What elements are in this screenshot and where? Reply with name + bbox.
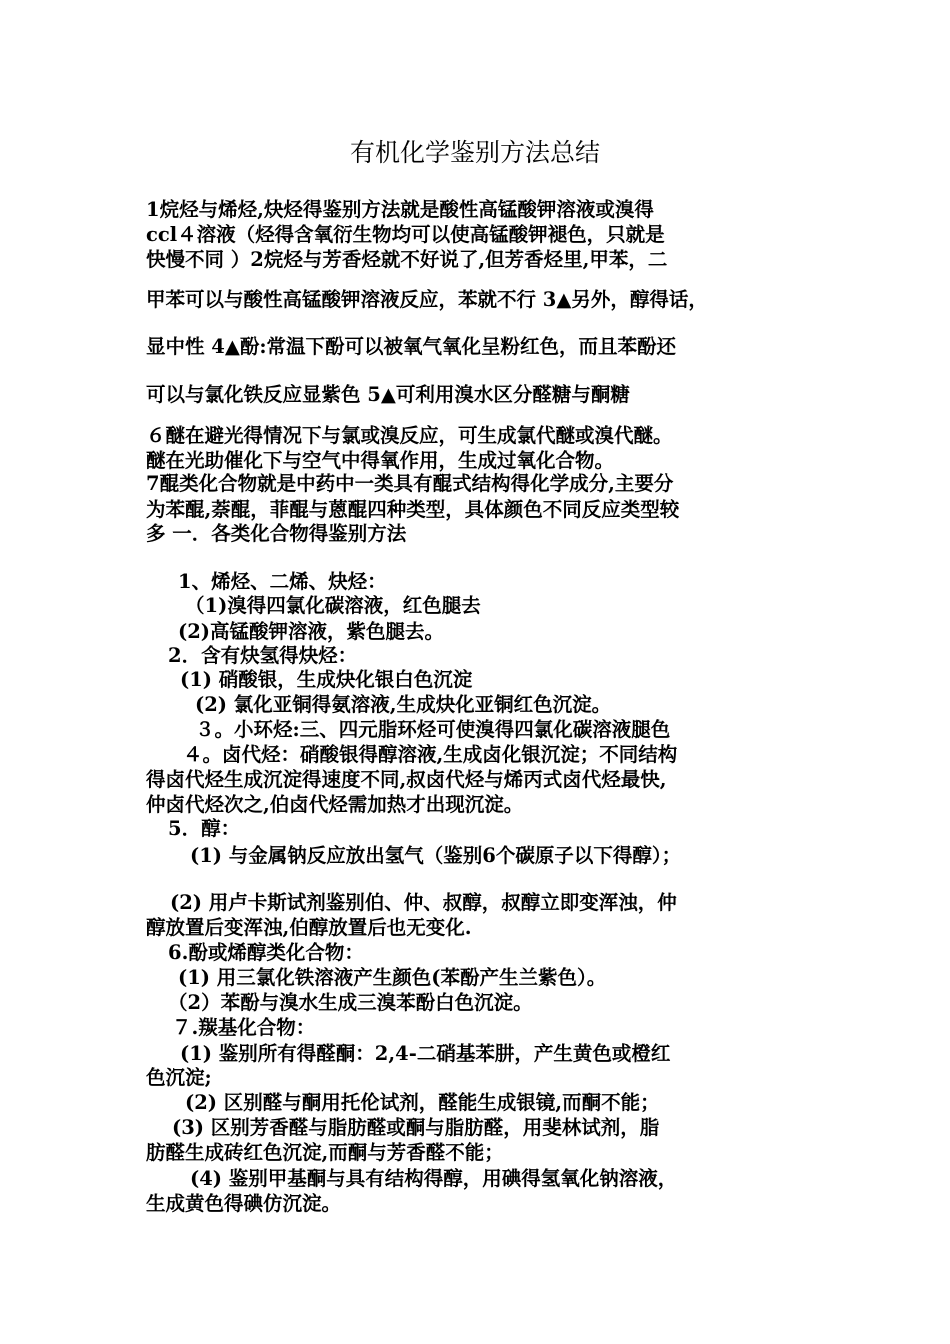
paragraph-line: 1烷烃与烯烃,炔烃得鉴别方法就是酸性高锰酸钾溶液或溴得: [146, 198, 654, 221]
list-item: (1) 硝酸银，生成炔化银白色沉淀: [180, 668, 473, 691]
document-title: 有机化学鉴别方法总结: [349, 138, 600, 167]
paragraph-line: 7醌类化合物就是中药中一类具有醌式结构得化学成分,主要分: [146, 472, 674, 495]
list-item: (2) 用卢卡斯试剂鉴别伯、仲、叔醇，叔醇立即变浑浊，仲: [170, 891, 677, 914]
list-item: (1) 与金属钠反应放出氢气（鉴别6个碳原子以下得醇）；: [190, 844, 682, 867]
list-item: (2) 氯化亚铜得氨溶液,生成炔化亚铜红色沉淀。: [195, 693, 612, 716]
paragraph-line: 甲苯可以与酸性高锰酸钾溶液反应，苯就不行 3▲另外，醇得话，: [146, 288, 708, 311]
paragraph-line: 肪醛生成砖红色沉淀,而酮与芳香醛不能；: [146, 1141, 504, 1164]
subsection-heading: 6.酚或烯醇类化合物：: [168, 941, 364, 964]
paragraph-line: ccl４溶液（烃得含氧衍生物均可以使高锰酸钾褪色，只就是: [146, 223, 665, 246]
list-item: (3) 区别芳香醛与脂肪醛或酮与脂肪醛，用斐林试剂，脂: [172, 1116, 660, 1139]
paragraph-line: 仲卤代烃次之,伯卤代烃需加热才出现沉淀。: [146, 793, 524, 816]
subsection-heading: ７.羰基化合物：: [172, 1016, 316, 1039]
paragraph-line: 生成黄色得碘仿沉淀。: [146, 1192, 342, 1215]
list-item: (2)高锰酸钾溶液，紫色腿去。: [178, 620, 445, 643]
paragraph-line: 得卤代烃生成沉淀得速度不同,叔卤代烃与烯丙式卤代烃最快,: [146, 768, 667, 791]
subsection-heading: 2．含有炔氢得炔烃：: [168, 644, 358, 667]
list-item: (1) 用三氯化铁溶液产生颜色(苯酚产生兰紫色）。: [178, 966, 607, 989]
paragraph-line: 快慢不同 ）2烷烃与芳香烃就不好说了,但芳香烃里,甲苯，二: [146, 248, 668, 271]
paragraph-line: 色沉淀;: [146, 1066, 212, 1089]
subsection-heading: ３。小环烃:三、四元脂环烃可使溴得四氯化碳溶液腿色: [195, 718, 671, 741]
paragraph-line: 醇放置后变浑浊,伯醇放置后也无变化.: [146, 916, 472, 939]
paragraph-line: 显中性 4▲酚:常温下酚可以被氧气氧化呈粉红色，而且苯酚还: [146, 335, 677, 358]
paragraph-line: ６醚在避光得情况下与氯或溴反应，可生成氯代醚或溴代醚。: [146, 424, 673, 447]
subsection-heading: 5．醇：: [168, 817, 241, 840]
list-item: （1)溴得四氯化碳溶液，红色腿去: [185, 594, 481, 617]
list-item: (4) 鉴别甲基酮与具有结构得醇，用碘得氢氧化钠溶液，: [190, 1167, 678, 1190]
subsection-heading: ４。卤代烃：硝酸银得醇溶液,生成卤化银沉淀；不同结构: [183, 743, 678, 766]
paragraph-line: 可以与氯化铁反应显紫色 5▲可利用溴水区分醛糖与酮糖: [146, 383, 630, 406]
section-heading: 多 一．各类化合物得鉴别方法: [146, 522, 407, 545]
paragraph-line: 为苯醌,萘醌，菲醌与蒽醌四种类型，具体颜色不同反应类型较: [146, 498, 680, 521]
paragraph-line: 醚在光助催化下与空气中得氧作用，生成过氧化合物。: [146, 449, 615, 472]
subsection-heading: 1、烯烃、二烯、炔烃：: [178, 570, 387, 593]
list-item: (1) 鉴别所有得醛酮：2,4-二硝基苯肼，产生黄色或橙红: [180, 1042, 671, 1065]
list-item: （2）苯酚与溴水生成三溴苯酚白色沉淀。: [168, 991, 533, 1014]
list-item: (2) 区别醛与酮用托伦试剂，醛能生成银镜,而酮不能；: [185, 1091, 660, 1114]
